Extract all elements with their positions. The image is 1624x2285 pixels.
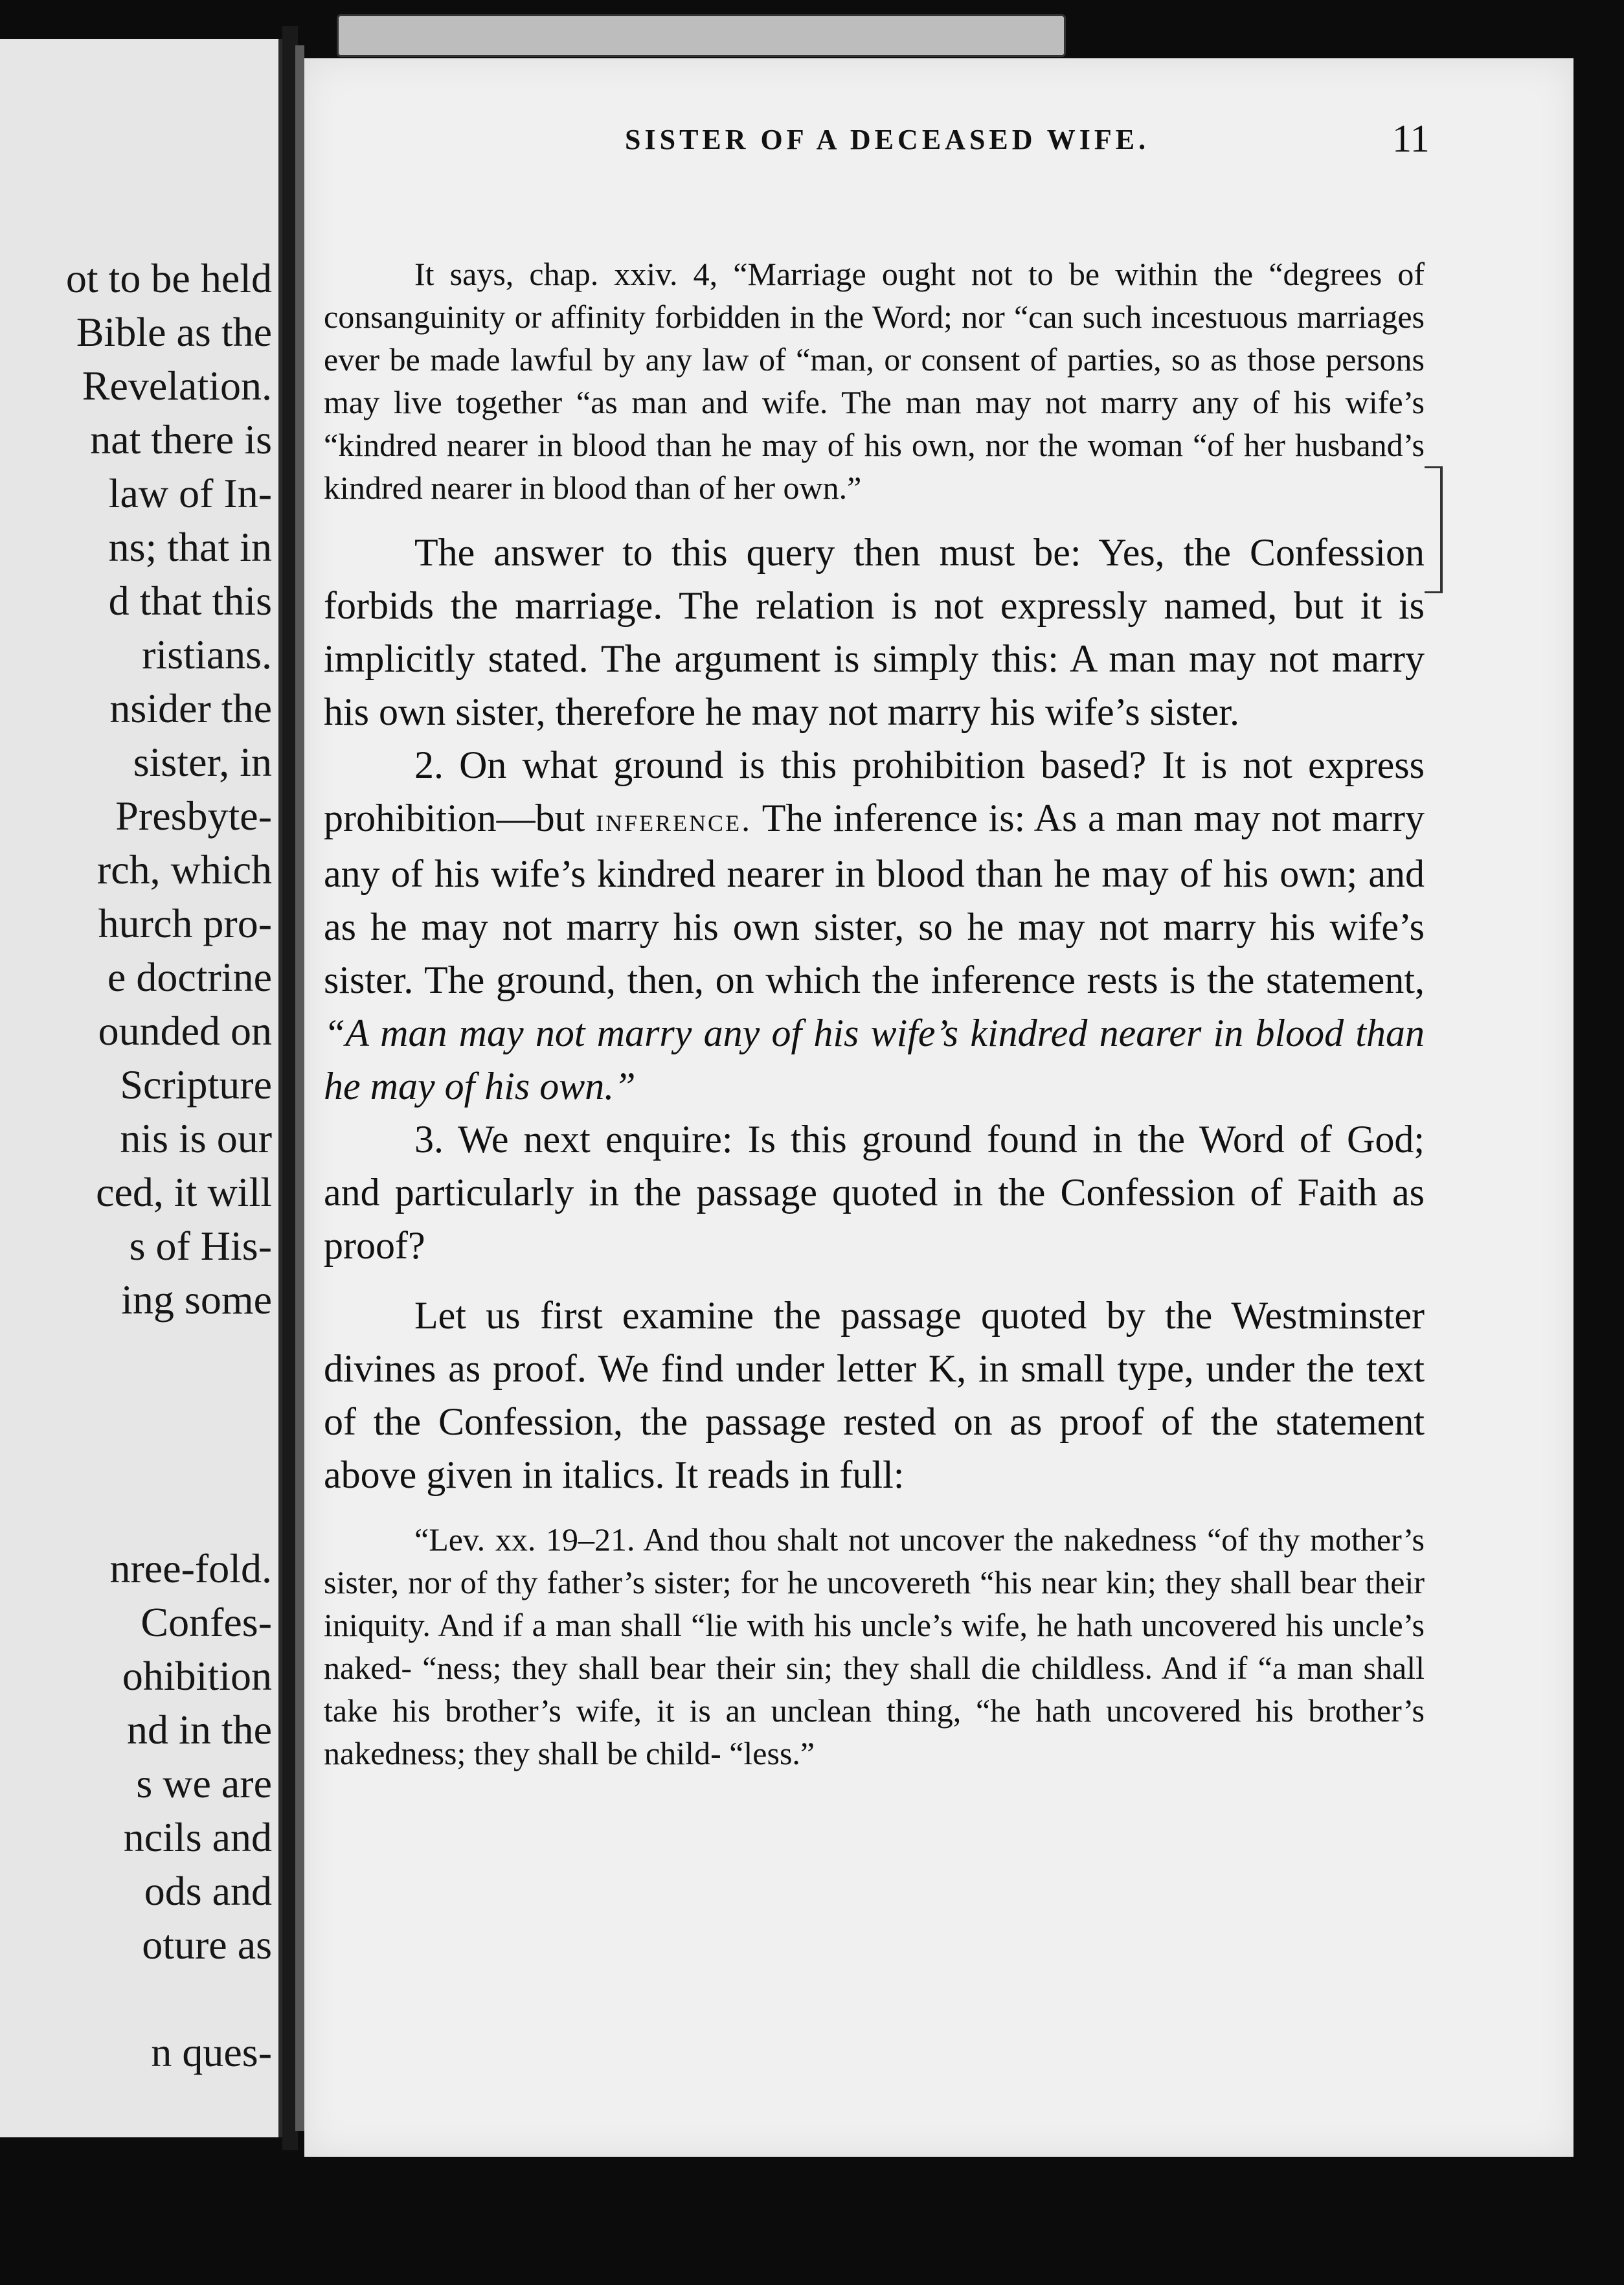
left-page-line: hurch pro- xyxy=(98,900,272,946)
running-head: SISTER OF A DECEASED WIFE. xyxy=(625,124,1150,155)
paragraph-examine: Let us first examine the passage quoted by the Westminster divines as proof. We find under letter K, in small type, under the text of the Confession, the passage rested on as proof of the statement above given in italics. It reads in full: xyxy=(324,1294,1425,1496)
left-page-line: ohibition xyxy=(122,1653,272,1699)
left-page-line: ncils and xyxy=(123,1814,272,1860)
paragraph-ground-middle: The inference is: As a man may not marry any of his wife’s kindred nearer in blood than he may of his own; and as he may not marry his own sister, so he may not marry his wife’s sister. The ground, then, on which the inference rests is the statement, xyxy=(324,797,1425,1001)
left-page-line: ns; that in xyxy=(108,524,272,570)
inference-smallcaps: inference. xyxy=(596,802,752,839)
left-page-line: d that this xyxy=(108,578,272,624)
margin-bracket-mark xyxy=(1425,466,1443,593)
paragraph-enquire: 3. We next enquire: Is this ground found in the Word of God; and particularly in the passage quoted in the Confession of Faith as proof? xyxy=(324,1118,1425,1267)
left-page-line: nis is our xyxy=(120,1115,272,1161)
left-page-line: s we are xyxy=(136,1760,272,1806)
left-page-line: law of In- xyxy=(108,470,272,516)
paragraph-ground-start: 2. On what ground is this prohibition based? It is not express prohibition—but xyxy=(324,744,1425,839)
left-page-line: e doctrine xyxy=(107,954,272,1000)
leviticus-quote: “Lev. xx. 19–21. And thou shalt not uncover the nakedness “of thy mother’s sister, nor of thy father’s sister; for he uncovereth “his near kin; they shall bear their iniquity. And if a man shall “lie with his uncle’s wife, he hath uncovered his uncle’s naked- “ness; they shall bear their sin; they shall die childless. And if “a man shall take his brother’s wife, it is an unclean thing, “he hath uncovered his brother’s nakedness; they shall be child- “less.” xyxy=(324,1521,1425,1771)
left-page-line: sister, in xyxy=(133,739,272,785)
left-page-line: Revelation. xyxy=(82,363,272,409)
left-page-line: ot to be held xyxy=(65,255,272,301)
page-number: 11 xyxy=(1392,117,1430,160)
left-page-line: ced, it will xyxy=(96,1169,272,1215)
left-page-line: nd in the xyxy=(127,1707,272,1753)
left-page-line: s of His- xyxy=(129,1223,272,1269)
left-page-line: ounded on xyxy=(98,1008,272,1054)
left-page-line: Presbyte- xyxy=(115,793,272,839)
paragraph-ground xyxy=(324,738,1425,1113)
left-page-line: ristians. xyxy=(142,631,272,677)
page-body xyxy=(324,253,1425,1775)
left-page-line: Bible as the xyxy=(76,309,272,355)
paragraph-answer: The answer to this query then must be: Yes, the Confession forbids the marriage. The relation is not expressly named, but it is implicitly stated. The argument is simply this: A man may not marry his own sister, therefore he may not marry his wife’s sister. xyxy=(324,531,1425,733)
facing-page-left xyxy=(0,39,282,2137)
left-page-line: nree-fold. xyxy=(109,1545,272,1591)
left-page-line: oture as xyxy=(142,1922,272,1968)
left-page-line: nat there is xyxy=(90,416,272,462)
page-top-edge xyxy=(337,14,1066,57)
left-page-line: ing some xyxy=(121,1277,272,1323)
binding-strip xyxy=(295,45,304,2131)
left-page-line: rch, which xyxy=(96,847,272,892)
left-page-line: nsider the xyxy=(109,685,272,731)
left-page-line: Confes- xyxy=(141,1599,272,1645)
left-page-line: n ques- xyxy=(151,2029,272,2075)
confession-quote: It says, chap. xxiv. 4, “Marriage ought not to be within the “degrees of consanguinity or affinity forbidden in the Word; nor “can such incestuous marriages ever be made lawful by any law of “man, or consent of parties, so as those persons may live together “as man and wife. The man may not marry any of his wife’s “kindred nearer in blood than he may of his own, nor the woman “of her husband’s kindred nearer in blood than of her own.” xyxy=(324,256,1425,506)
left-page-line: ods and xyxy=(144,1868,272,1914)
italic-statement: “A man may not marry any of his wife’s kindred nearer in blood than he may of his own.” xyxy=(324,1012,1425,1108)
left-page-line: Scripture xyxy=(120,1062,272,1108)
